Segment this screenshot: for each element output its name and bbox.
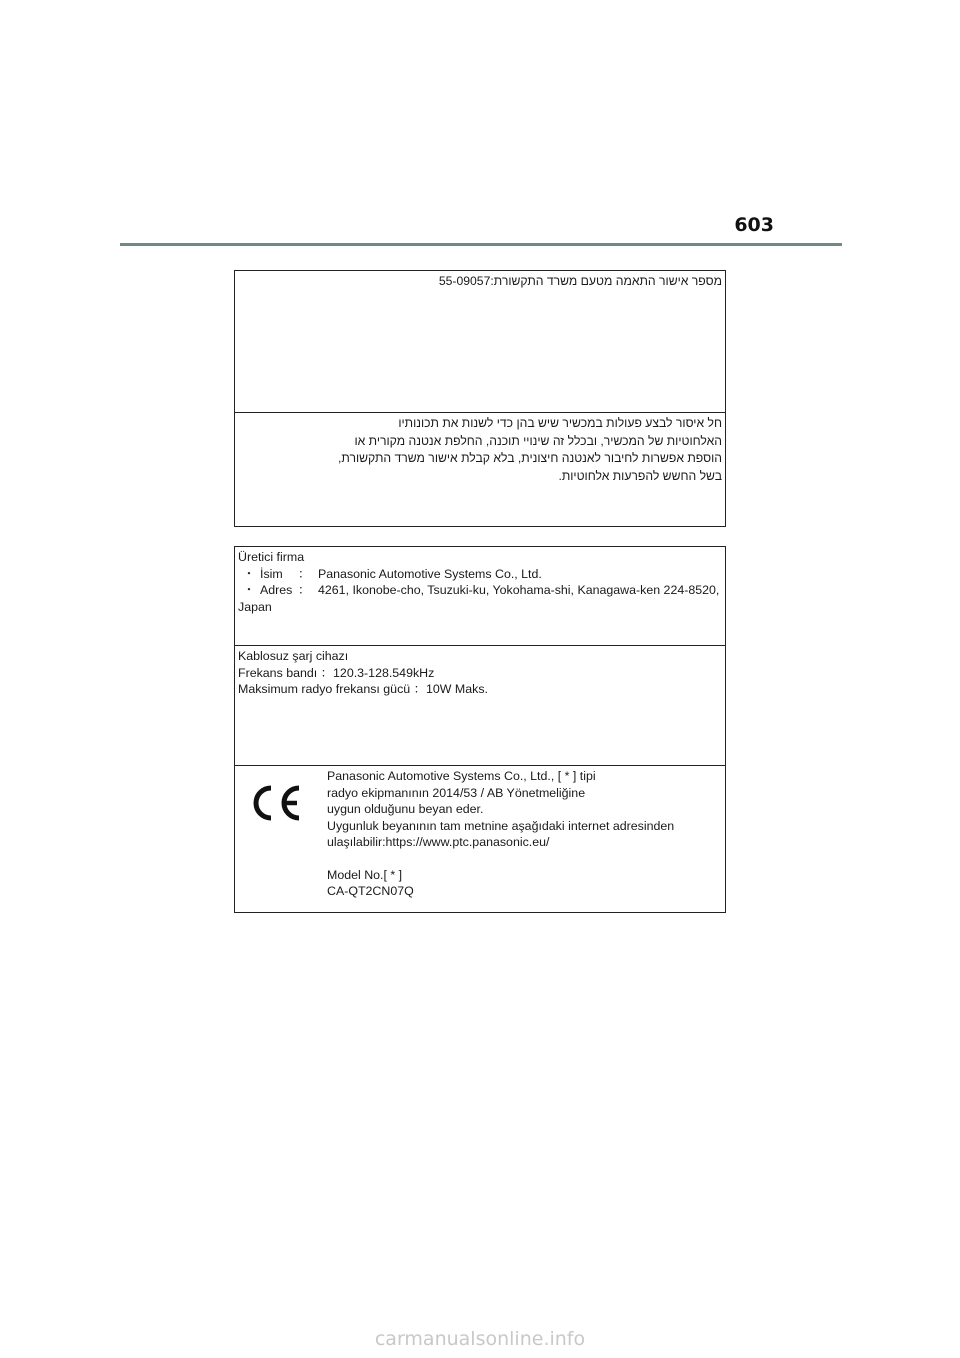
declaration-line: ulaşılabilir:https://www.ptc.panasonic.eu/ — [327, 835, 550, 849]
bullet: ・ — [242, 566, 256, 581]
address-label: Adres — [260, 583, 293, 597]
declaration-line: Uygunluk beyanının tam metnine aşağıdaki internet adresinden — [327, 818, 675, 833]
warning-line: האלחוטיות של המכשיר, ובכלל זה שינויי תוכנה, החלפת אנטנה מקורית או — [354, 433, 722, 448]
address-continuation: Japan — [238, 599, 272, 614]
bullet: ・ — [242, 583, 256, 597]
manufacturer-address-row — [238, 582, 722, 599]
watermark: carmanualsonline.info — [374, 1328, 586, 1350]
name-value: Panasonic Automotive Systems Co., Ltd. — [318, 566, 542, 581]
warning-cell — [235, 412, 725, 526]
manufacturer-heading: Üretici firma — [238, 550, 305, 564]
declaration-line: Panasonic Automotive Systems Co., Ltd., [ * ] tipi — [327, 769, 596, 783]
declaration-cell — [235, 765, 725, 912]
manufacturer-name-row — [238, 566, 722, 583]
model-label: Model No.[ * ] — [327, 867, 403, 882]
warning-line: בשל החשש להפרעות אלחוטיות. — [558, 468, 722, 483]
max-rf-power: Maksimum radyo frekansı gücü ：10W Maks. — [238, 682, 488, 696]
approval-cell — [235, 271, 725, 413]
page-number: 603 — [734, 214, 774, 236]
spacer — [327, 851, 721, 867]
address-value: 4261, Ikonobe-cho, Tsuzuki-ku, Yokohama-shi, Kanagawa-ken 224-8520, — [318, 583, 720, 597]
israel-compliance-box — [234, 270, 726, 527]
device-title: Kablosuz şarj cihazı — [238, 649, 349, 663]
colon: ： — [298, 566, 311, 581]
declaration-line: uygun olduğunu beyan eder. — [327, 802, 484, 816]
turkey-compliance-box — [234, 546, 726, 913]
device-cell — [235, 645, 725, 766]
frequency-band: Frekans bandı ：120.3-128.549kHz — [238, 665, 435, 680]
ce-mark-icon — [247, 783, 303, 823]
declaration-text — [327, 768, 721, 900]
manufacturer-cell — [235, 547, 725, 646]
colon: ： — [298, 583, 311, 597]
declaration-line: radyo ekipmanının 2014/53 / AB Yönetmeliğine — [327, 785, 586, 800]
model-value: CA-QT2CN07Q — [327, 884, 414, 898]
warning-line: חל איסור לבצע פעולות במכשיר שיש בהן כדי לשנות את תכונותיו — [398, 416, 722, 430]
header-rule — [120, 243, 842, 246]
approval-number: מספר אישור התאמה מטעם משרד התקשורת:55-09057 — [438, 274, 722, 288]
name-label: İsim — [260, 566, 283, 581]
warning-line: הוספת אפשרות לחיבור לאנטנה חיצונית, בלא קבלת אישור משרד התקשורת, — [338, 451, 722, 465]
